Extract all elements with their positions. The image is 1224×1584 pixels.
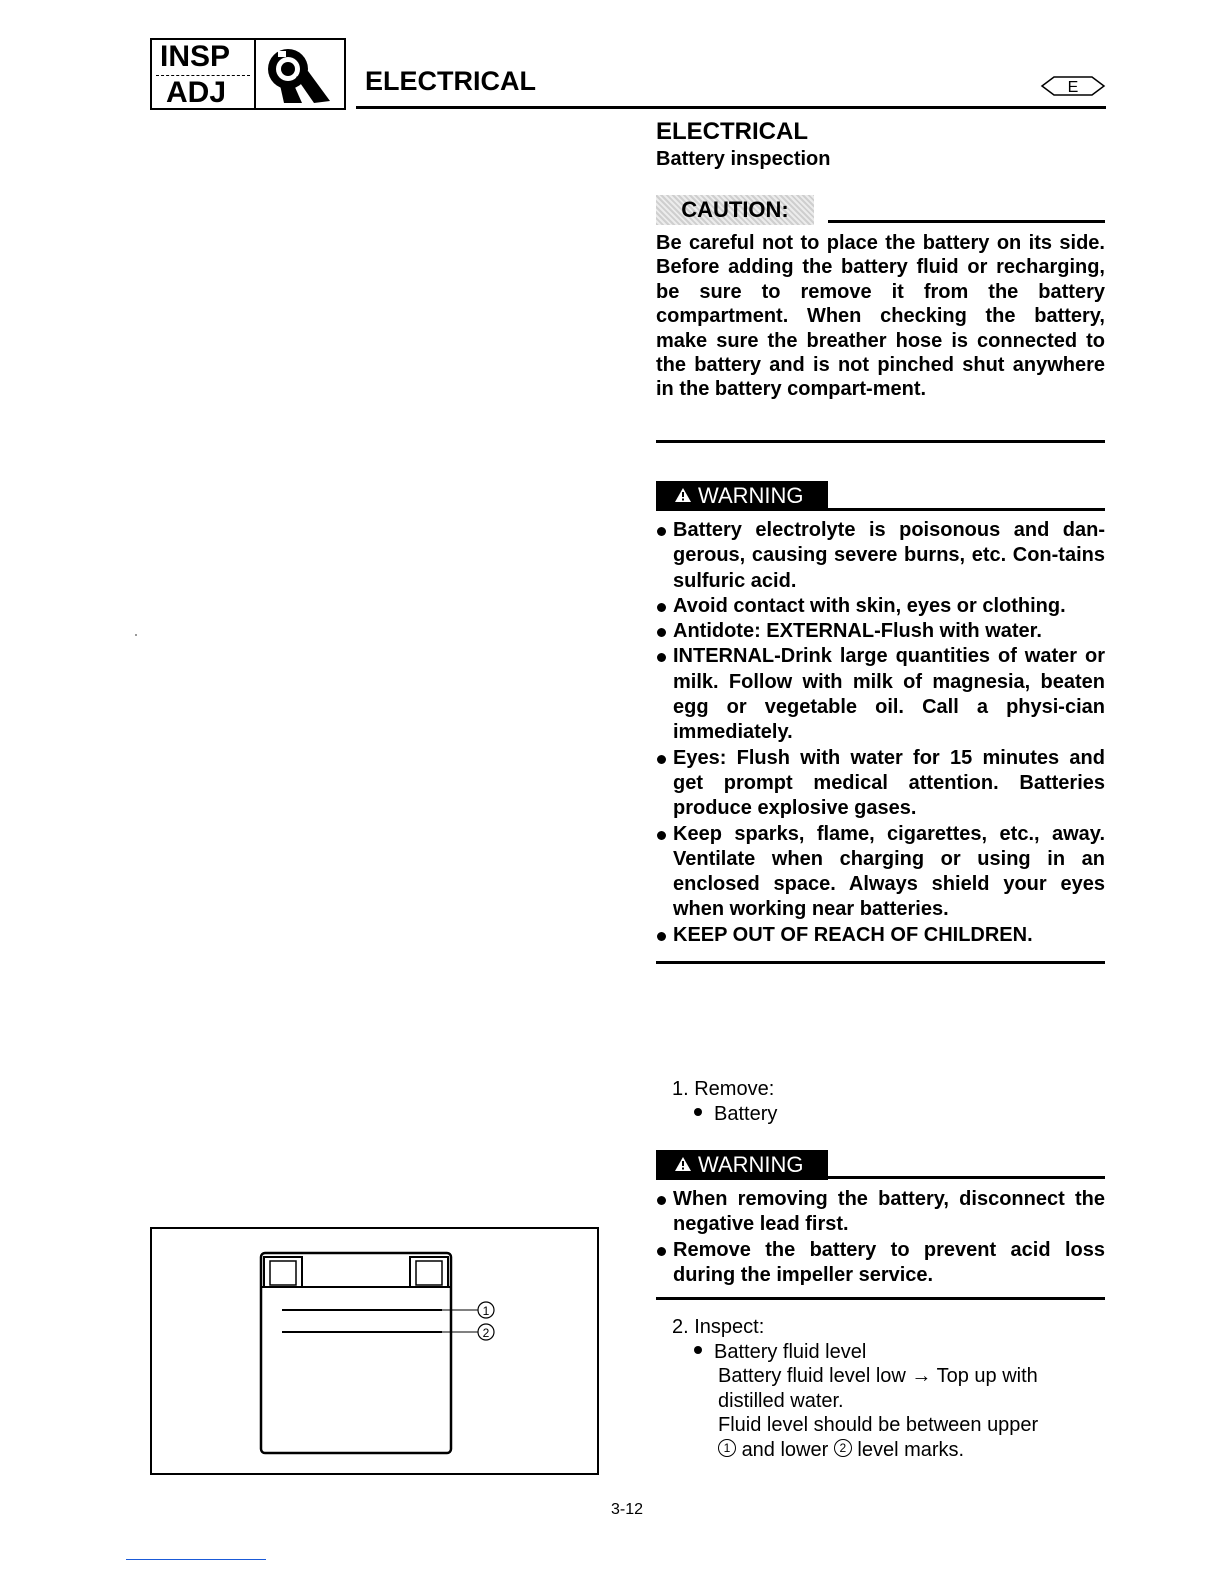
- warning-label-2-text: WARNING: [698, 1152, 804, 1177]
- warning-label-2: [656, 1150, 828, 1180]
- warning-2-list: [656, 1187, 1105, 1288]
- list-item: When removing the battery, disconnect the negative lead first.: [656, 1187, 1105, 1238]
- warning-triangle-icon: [674, 1150, 692, 1180]
- scan-mark: [135, 634, 137, 636]
- step-2-line-1: Battery fluid level low → Top up with: [718, 1365, 1038, 1387]
- warning-1-list: [656, 518, 1105, 948]
- list-item: Keep sparks, flame, cigarettes, etc., away. Ventilate when charging or using in an enclosed space. Always shield your eyes when working near batteries.: [656, 822, 1105, 923]
- section-tab: [150, 38, 346, 110]
- caution-text: Be careful not to place the battery on its side. Before adding the battery fluid or recharging, be sure to remove it from the battery compartment. When checking the battery, make sure the breather hose is connected to the battery and is not pinched shut anywhere in the battery compart-ment.: [656, 232, 1105, 401]
- bullet-dot: [694, 1108, 702, 1116]
- warning-triangle-icon: [674, 481, 692, 511]
- callout-1-label: 1: [482, 1304, 490, 1318]
- step-1-item: [672, 1102, 1105, 1127]
- step-1: [672, 1077, 1105, 1126]
- battery-figure: [150, 1227, 599, 1475]
- list-item: KEEP OUT OF REACH OF CHILDREN.: [656, 923, 1105, 948]
- list-item: Battery electrolyte is poisonous and dan-gerous, causing severe burns, etc. Con-tains sulfuric acid.: [656, 518, 1105, 594]
- caution-label: CAUTION:: [656, 195, 814, 225]
- step-2: [672, 1315, 1105, 1462]
- step-2-item-text: Battery fluid level: [714, 1340, 867, 1363]
- tab-text-block: [152, 40, 256, 108]
- list-item: Remove the battery to prevent acid loss during the impeller service.: [656, 1238, 1105, 1289]
- step-1-heading: 1. Remove:: [672, 1078, 775, 1100]
- header-title: ELECTRICAL: [365, 66, 536, 96]
- step-2-item: [672, 1340, 1105, 1365]
- step-1-item-text: Battery: [714, 1102, 778, 1125]
- step-2-line-4a: and lower: [741, 1438, 829, 1461]
- language-badge: [1040, 75, 1106, 102]
- bullet-dot: [694, 1346, 702, 1354]
- mark-1-circle: 1: [718, 1439, 736, 1457]
- section-subtitle: Battery inspection: [656, 148, 831, 170]
- warning-label-1: [656, 481, 828, 511]
- step-2-heading: 2. Inspect:: [672, 1316, 765, 1338]
- warning-2-label-rule: [828, 1176, 1105, 1179]
- battery-diagram: [152, 1229, 597, 1473]
- wrench-inspection-icon: [256, 40, 344, 108]
- list-item: Eyes: Flush with water for 15 minutes and get prompt medical attention. Batteries produce explosive gases.: [656, 746, 1105, 822]
- warning-label-1-text: WARNING: [698, 483, 804, 508]
- callout-2-label: 2: [482, 1326, 490, 1340]
- footer-underline: [126, 1559, 266, 1560]
- list-item: INTERNAL-Drink large quantities of water or milk. Follow with milk of magnesia, beaten egg or vegetable oil. Call a physi-cian immediately.: [656, 644, 1105, 745]
- list-item: Avoid contact with skin, eyes or clothing.: [656, 594, 1105, 619]
- step-2-line-3: Fluid level should be between upper: [718, 1414, 1039, 1436]
- warning-2-end-rule: [656, 1297, 1105, 1300]
- tab-adj-label: ADJ: [166, 76, 227, 109]
- mark-2-circle: 2: [834, 1439, 852, 1457]
- list-item: Antidote: EXTERNAL-Flush with water.: [656, 619, 1105, 644]
- section-title: ELECTRICAL: [656, 118, 808, 145]
- warning-1-end-rule: [656, 961, 1105, 964]
- step-2-line-2: distilled water.: [718, 1389, 844, 1412]
- header-rule: [356, 106, 1106, 109]
- caution-label-rule: [828, 220, 1105, 223]
- step-2-line-4: [672, 1438, 1105, 1463]
- step-2-line-4b: level marks.: [857, 1438, 965, 1461]
- page-number: 3-12: [611, 1501, 644, 1518]
- caution-end-rule: [656, 440, 1105, 443]
- language-badge-text: E: [1067, 79, 1079, 96]
- tab-insp-label: INSP: [160, 40, 231, 73]
- warning-1-label-rule: [828, 508, 1105, 511]
